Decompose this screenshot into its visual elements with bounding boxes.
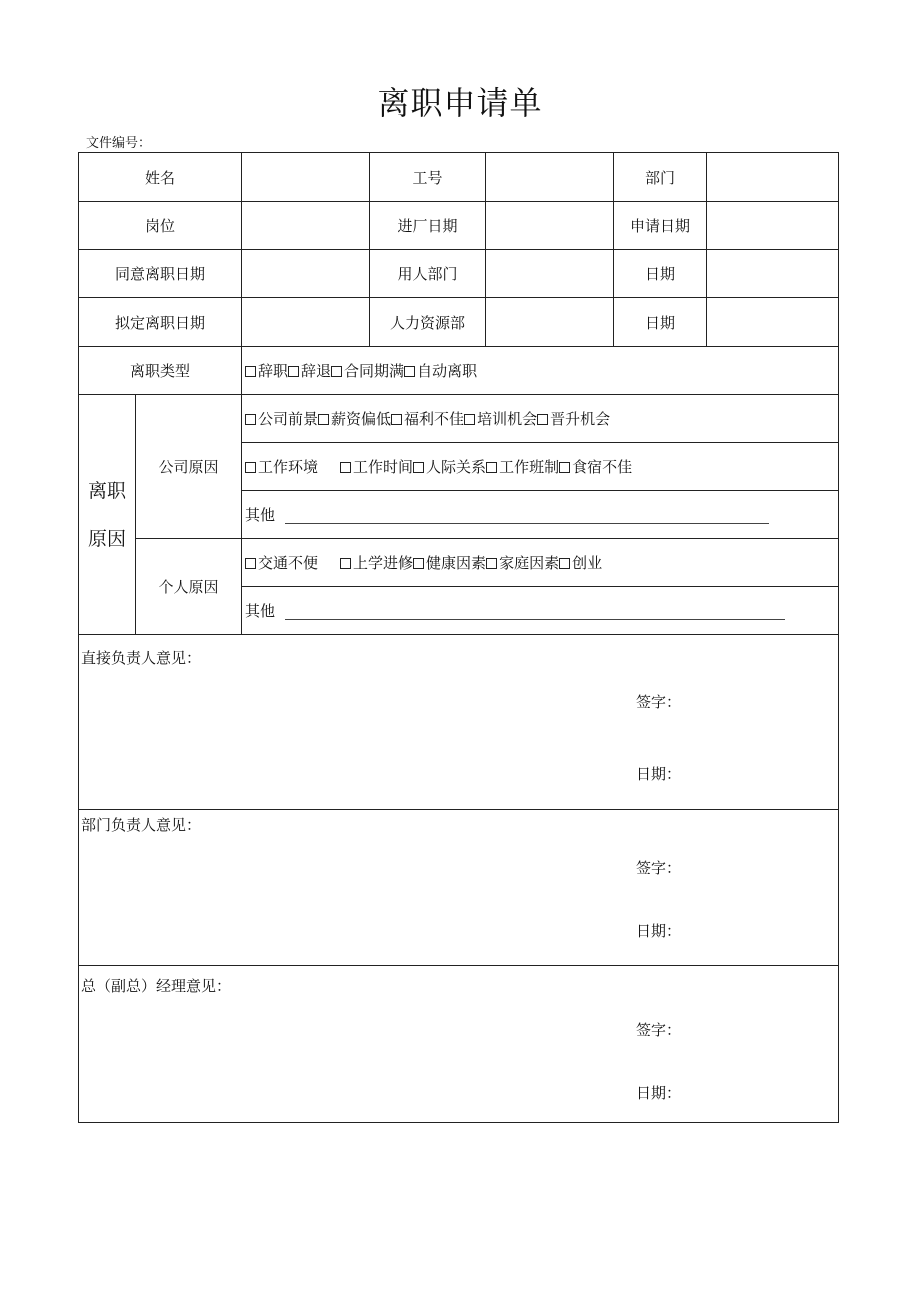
reason-option[interactable]: 薪资偏低	[318, 408, 391, 429]
leave-type-option[interactable]: 辞职	[245, 360, 288, 381]
reason-option[interactable]: 培训机会	[464, 408, 537, 429]
table-row	[79, 810, 839, 966]
hr-date-label: 日期	[614, 298, 707, 347]
hr-date-field[interactable]	[707, 298, 839, 347]
company-other-row	[242, 491, 839, 539]
company-other-label: 其他	[245, 506, 276, 524]
checkbox-icon[interactable]	[340, 462, 351, 473]
reason-option[interactable]: 工作班制	[486, 456, 559, 477]
planned-date-label: 拟定离职日期	[79, 298, 242, 347]
checkbox-icon[interactable]	[318, 414, 329, 425]
checkbox-icon[interactable]	[391, 414, 402, 425]
personal-other-input[interactable]	[285, 605, 785, 620]
reason-option[interactable]: 上学进修	[340, 552, 413, 573]
position-label: 岗位	[79, 202, 242, 250]
hiring-dept-label: 用人部门	[370, 250, 486, 298]
reason-option[interactable]: 工作时间	[340, 456, 413, 477]
reason-option[interactable]: 创业	[559, 552, 602, 573]
department-head-opinion[interactable]	[79, 810, 839, 966]
resignation-form-table	[78, 152, 839, 1123]
personal-other-row	[242, 587, 839, 635]
hiring-dept-date-label: 日期	[614, 250, 707, 298]
personal-reason-label: 个人原因	[136, 539, 242, 635]
checkbox-icon[interactable]	[245, 558, 256, 569]
join-date-label: 进厂日期	[370, 202, 486, 250]
general-manager-opinion[interactable]	[79, 966, 839, 1123]
personal-reason-row-1	[242, 539, 839, 587]
checkbox-icon[interactable]	[288, 366, 299, 377]
opinion-label: 部门负责人意见：	[81, 816, 202, 834]
checkbox-icon[interactable]	[331, 366, 342, 377]
personal-other-label: 其他	[245, 602, 276, 620]
signature-label: 签字：	[636, 859, 682, 877]
form-title: 离职申请单	[377, 84, 543, 122]
date-label: 日期：	[636, 922, 682, 940]
checkbox-icon[interactable]	[486, 462, 497, 473]
join-date-field[interactable]	[486, 202, 614, 250]
position-field[interactable]	[242, 202, 370, 250]
signature-label: 签字：	[636, 1021, 682, 1039]
reason-option[interactable]: 食宿不佳	[559, 456, 632, 477]
reason-option[interactable]: 健康因素	[413, 552, 486, 573]
table-row	[79, 395, 839, 443]
direct-supervisor-opinion[interactable]	[79, 635, 839, 810]
leave-type-options	[242, 347, 839, 395]
agree-date-label: 同意离职日期	[79, 250, 242, 298]
company-other-input[interactable]	[285, 509, 769, 524]
name-label: 姓名	[79, 153, 242, 202]
opinion-label: 总（副总）经理意见：	[81, 977, 232, 995]
company-reason-row-1	[242, 395, 839, 443]
table-row	[79, 298, 839, 347]
reason-option[interactable]: 福利不佳	[391, 408, 464, 429]
table-row	[79, 202, 839, 250]
date-label: 日期：	[636, 765, 682, 783]
checkbox-icon[interactable]	[559, 462, 570, 473]
hr-dept-field[interactable]	[486, 298, 614, 347]
leave-type-label: 离职类型	[79, 347, 242, 395]
checkbox-icon[interactable]	[559, 558, 570, 569]
checkbox-icon[interactable]	[413, 558, 424, 569]
reason-option[interactable]: 人际关系	[413, 456, 486, 477]
name-field[interactable]	[242, 153, 370, 202]
employee-number-label: 工号	[370, 153, 486, 202]
agree-date-field[interactable]	[242, 250, 370, 298]
checkbox-icon[interactable]	[245, 462, 256, 473]
checkbox-icon[interactable]	[404, 366, 415, 377]
leave-type-option[interactable]: 合同期满	[331, 360, 404, 381]
checkbox-icon[interactable]	[537, 414, 548, 425]
table-row	[79, 539, 839, 587]
reason-option[interactable]: 家庭因素	[486, 552, 559, 573]
leave-type-option[interactable]: 自动离职	[404, 360, 477, 381]
checkbox-icon[interactable]	[486, 558, 497, 569]
checkbox-icon[interactable]	[464, 414, 475, 425]
checkbox-icon[interactable]	[413, 462, 424, 473]
reason-option[interactable]: 工作环境	[245, 456, 318, 477]
reason-label: 离职 原因	[79, 395, 136, 635]
apply-date-label: 申请日期	[614, 202, 707, 250]
signature-label: 签字：	[636, 693, 682, 711]
checkbox-icon[interactable]	[340, 558, 351, 569]
company-reason-row-2	[242, 443, 839, 491]
hr-dept-label: 人力资源部	[370, 298, 486, 347]
department-label: 部门	[614, 153, 707, 202]
employee-number-field[interactable]	[486, 153, 614, 202]
table-row	[79, 635, 839, 810]
leave-type-option[interactable]: 辞退	[288, 360, 331, 381]
reason-option[interactable]: 交通不便	[245, 552, 318, 573]
date-label: 日期：	[636, 1084, 682, 1102]
hiring-dept-field[interactable]	[486, 250, 614, 298]
checkbox-icon[interactable]	[245, 366, 256, 377]
table-row	[79, 153, 839, 202]
document-number-label: 文件编号：	[86, 136, 152, 151]
table-row	[79, 347, 839, 395]
department-field[interactable]	[707, 153, 839, 202]
checkbox-icon[interactable]	[245, 414, 256, 425]
opinion-label: 直接负责人意见：	[81, 649, 202, 667]
reason-option[interactable]: 公司前景	[245, 408, 318, 429]
planned-date-field[interactable]	[242, 298, 370, 347]
table-row	[79, 250, 839, 298]
company-reason-label: 公司原因	[136, 395, 242, 539]
hiring-dept-date-field[interactable]	[707, 250, 839, 298]
table-row	[79, 966, 839, 1123]
reason-option[interactable]: 晋升机会	[537, 408, 610, 429]
apply-date-field[interactable]	[707, 202, 839, 250]
